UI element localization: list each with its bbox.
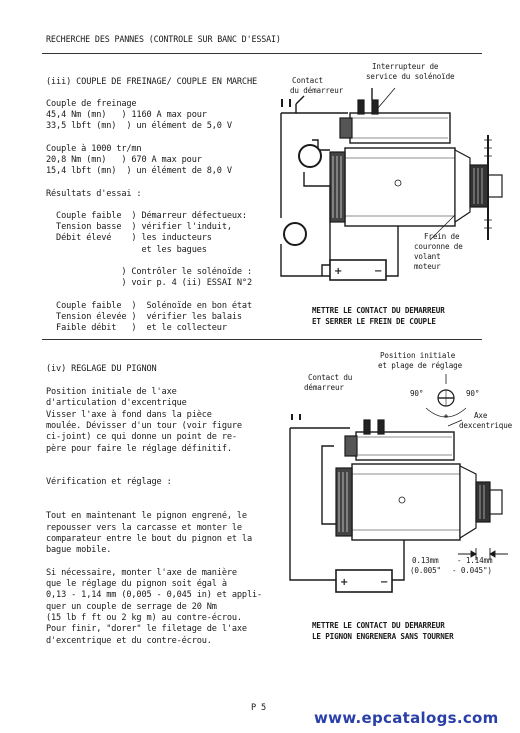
- section-iv-line-5: père pour faire le réglage définitif.: [46, 443, 232, 454]
- section-iv-line-19: quer un couple de serrage de 20 Nm: [46, 601, 217, 612]
- section-iii-line-2: 33,5 lbft (mn) ) un élément de 5,0 V: [46, 121, 232, 132]
- caption-iii-line1: METTRE LE CONTACT DU DEMARREUR: [312, 306, 445, 315]
- section-iii-line-18: Couple faible ) Solénoïde en bon état: [46, 300, 252, 311]
- ammeter-icon: [284, 223, 306, 245]
- section-iii-line-1: 45,4 Nm (mn) ) 1160 A max pour: [46, 110, 207, 121]
- axe-label-line2: dexcentrique: [459, 421, 513, 430]
- section-iii-line-20: Faible débit ) et le collecteur: [46, 323, 227, 333]
- caption-iv-line2: LE PIGNON ENGRENERA SANS TOURNER: [312, 632, 454, 641]
- section-iv-line-17: que le réglage du pignon soit égal à: [46, 579, 227, 590]
- section-iii-line-4: Couple à 1000 tr/mn: [46, 143, 142, 154]
- contact-iv-label-line2: démarreur: [304, 383, 344, 392]
- section-iii-line-15: ) Contrôler le solénoïde :: [46, 267, 252, 277]
- contact-label-line1: Contact: [292, 76, 323, 85]
- frein-label-line3: volant: [414, 252, 441, 261]
- section-iv-line-18: 0,13 - 1,14 mm (0,005 - 0,045 in) et appli-: [46, 590, 263, 601]
- page-header: RECHERCHE DES PANNES (CONTROLE SUR BANC D'ESSAI): [46, 34, 281, 44]
- section-iii-line-16: ) voir p. 4 (ii) ESSAI N°2: [46, 278, 252, 289]
- section-iv-line-8: Vérification et réglage :: [46, 477, 172, 488]
- section-iv-line-4: ci-joint) ce qui donne un point de re-: [46, 432, 237, 443]
- section-iv-line-0: Position initiale de l'axe: [46, 387, 177, 397]
- svg-text:+: +: [340, 577, 349, 588]
- frein-label-line2: couronne de: [414, 242, 463, 251]
- section-iii-line-10: Couple faible ) Démarreur défectueux:: [46, 211, 247, 221]
- eccentric-diagram: [426, 374, 466, 426]
- contact-label-line2: du démarreur: [290, 86, 344, 95]
- section-iii-line-13: et les bagues: [46, 244, 207, 255]
- section-iii-line-11: Tension basse ) vérifier l'induit,: [46, 222, 232, 233]
- position-label-line1: Position initiale: [380, 351, 456, 360]
- caption-iv-line1: METTRE LE CONTACT DU DEMARREUR: [312, 621, 445, 630]
- caption-iii-line2: ET SERRER LE FREIN DE COUPLE: [312, 317, 436, 326]
- starter-motor-iv: [336, 420, 502, 540]
- section-iv-title: (iv) REGLAGE DU PIGNON: [46, 364, 157, 374]
- watermark: www.epcatalogs.com: [314, 709, 499, 727]
- svg-text:−: −: [380, 577, 389, 588]
- starter-motor-iii: [330, 100, 502, 240]
- gap-left-line1: 0.13mm: [412, 556, 439, 565]
- interrupteur-label-line2: service du solénoïde: [366, 72, 455, 81]
- contact-iv-label-line1: Contact du: [308, 373, 353, 382]
- section-iii-line-12: Débit élevé ) les inducteurs: [46, 233, 212, 244]
- svg-text:+: +: [334, 266, 343, 277]
- position-label-line2: et plage de réglage: [378, 361, 463, 370]
- page-number: P 5: [251, 703, 267, 713]
- section-iii-line-8: Résultats d'essai :: [46, 188, 142, 199]
- frein-label-line4: moteur: [414, 262, 441, 271]
- svg-text:−: −: [374, 266, 383, 277]
- section-iv-line-20: (15 lb f ft ou 2 kg m) au contre-écrou.: [46, 613, 242, 623]
- frein-label-line1: Frein de: [424, 232, 460, 241]
- section-iv-line-2: Visser l'axe à fond dans la pièce: [46, 409, 212, 420]
- section-iii-line-0: Couple de freinage: [46, 99, 137, 109]
- axe-label-line1: Axe: [474, 411, 488, 420]
- section-iii-line-6: 15,4 lbft (mn) ) un élément de 8,0 V: [46, 166, 232, 177]
- angle-left-label: 90°: [410, 389, 424, 398]
- gap-right-line2: - 0.045"): [452, 566, 492, 575]
- section-iv-line-12: repousser vers la carcasse et monter le: [46, 522, 242, 533]
- section-iv-line-22: d'excentrique et du contre-écrou.: [46, 635, 212, 646]
- section-iv-line-21: Pour finir, "dorer" le filetage de l'axe: [46, 624, 247, 635]
- gap-right-line1: - 1.14mm: [457, 556, 493, 565]
- interrupteur-label-line1: Interrupteur de: [372, 62, 439, 71]
- section-iv-line-13: comparateur entre le bout du pignon et la: [46, 533, 252, 544]
- section-iii-line-19: Tension élevée ) vérifier les balais: [46, 311, 242, 322]
- switch-iii-icon: [282, 99, 290, 107]
- angle-right-label: 90°: [466, 389, 480, 398]
- section-iii-title: (iii) COUPLE DE FREINAGE/ COUPLE EN MARCHE: [46, 77, 258, 87]
- section-iv-line-11: Tout en maintenant le pignon engrené, le: [46, 511, 247, 522]
- section-iv-line-14: bague mobile.: [46, 545, 112, 556]
- section-iv-line-3: moulée. Dévisser d'un tour (voir figure: [46, 420, 242, 431]
- voltmeter-icon: [299, 145, 321, 167]
- gap-dimension: [458, 548, 508, 560]
- section-iv-line-1: d'articulation d'excentrique: [46, 398, 187, 409]
- gap-left-line2: (0.005": [410, 566, 441, 575]
- section-iv-line-16: Si nécessaire, monter l'axe de manière: [46, 567, 237, 578]
- section-iii-line-5: 20,8 Nm (mn) ) 670 A max pour: [46, 155, 202, 165]
